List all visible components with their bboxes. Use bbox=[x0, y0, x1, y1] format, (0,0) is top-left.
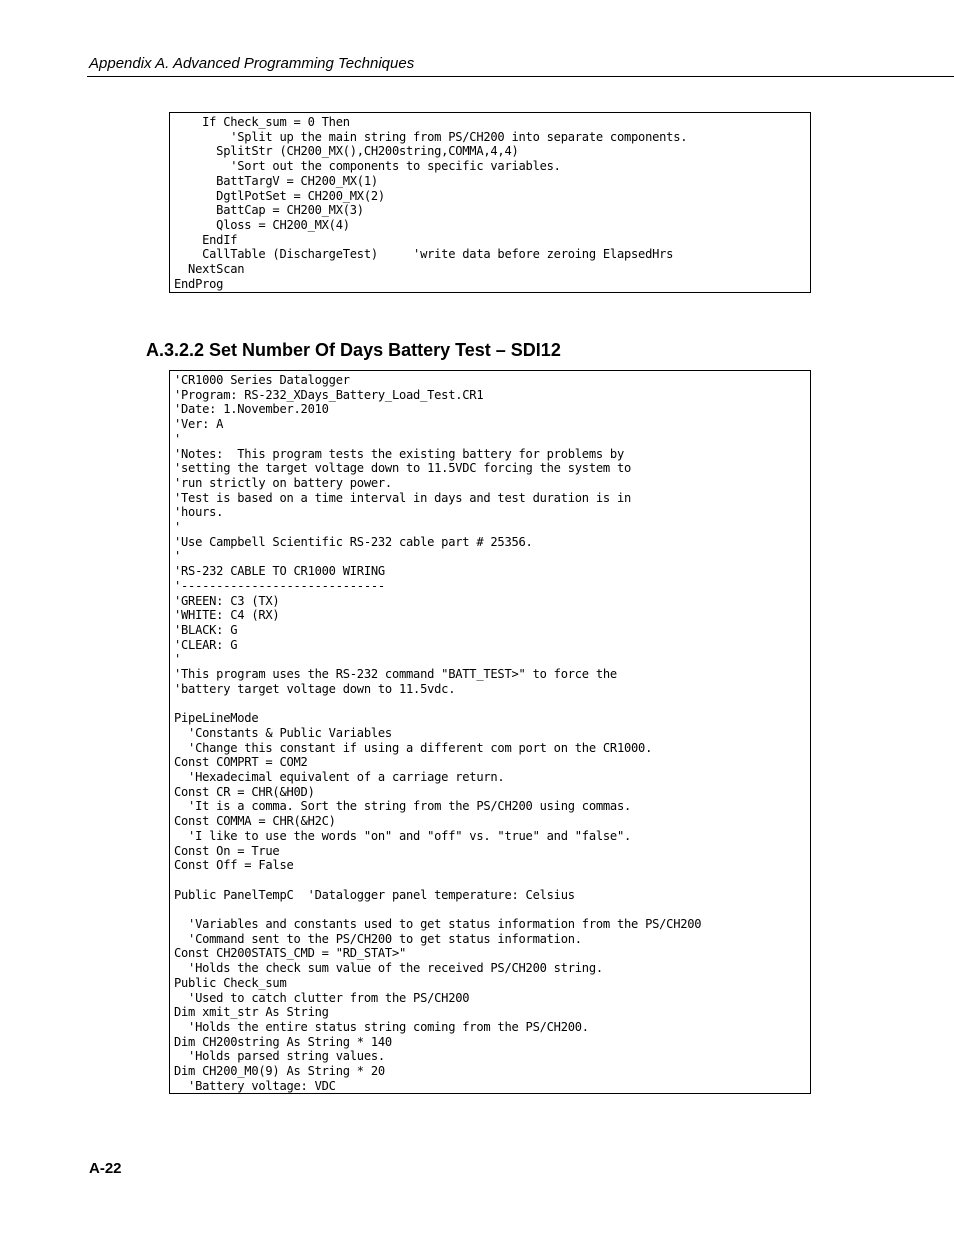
code-block-end-program bbox=[169, 112, 811, 293]
code-text: If Check_sum = 0 Then 'Split up the main string from PS/CH200 into separate components. SplitStr (CH200_MX(),CH200string,COMMA,4,4) 'Sort out the components to specific variables. BattTargV = CH200_MX(1) DgtlPotSet = CH200_MX(2) BattCap = CH200_MX(3) Qloss = CH200_MX(4) EndIf CallTable (DischargeTest) 'write data before zeroing ElapsedHrs NextScan EndProg bbox=[174, 115, 688, 291]
running-header: Appendix A. Advanced Programming Techniques bbox=[89, 55, 415, 72]
code-block-program-listing bbox=[169, 370, 811, 1094]
page-number: A-22 bbox=[89, 1160, 122, 1177]
section-heading: A.3.2.2 Set Number Of Days Battery Test – SDI12 bbox=[146, 340, 561, 360]
header-rule bbox=[87, 76, 954, 77]
code-text: 'CR1000 Series Datalogger 'Program: RS-232_XDays_Battery_Load_Test.CR1 'Date: 1.November.2010 'Ver: A ' 'Notes: This program tests the existing battery for problems by 'setting the target voltage down to 11.5VDC forcing the system to 'run strictly on battery power. 'Test is based on a time interval in days and test duration is in 'hours. ' 'Use Campbell Scientific RS-232 cable part # 25356. ' 'RS-232 CABLE TO CR1000 WIRING '----------------------------- 'GREEN: C3 (TX) 'WHITE: C4 (RX) 'BLACK: G 'CLEAR: G ' 'This program uses the RS-232 command "BATT_TEST>" to force the 'battery target voltage down to 11.5vdc. PipeLineMode 'Constants & Public Variables 'Change this constant if using a different com port on the CR1000. Const COMPRT = COM2 'Hexadecimal equivalent of a carriage return. Const CR = CHR(&H0D) 'It is a comma. Sort the string from the PS/CH200 using commas. Const COMMA = CHR(&H2C) 'I like to use the words "on" and "off" vs. "true" and "false". Const On = True Const Off = False Public PanelTempC 'Datalogger panel temperature: Celsius 'Variables and constants used to get status information from the PS/CH200 'Command sent to the PS/CH200 to get status information. Const CH200STATS_CMD = "RD_STAT>" 'Holds the check sum value of the received PS/CH200 string. Public Check_sum 'Used to catch clutter from the PS/CH200 Dim xmit_str As String 'Holds the entire status string coming from the PS/CH200. Dim CH200string As String * 140 'Holds parsed string values. Dim CH200_M0(9) As String * 20 'Battery voltage: VDC bbox=[174, 373, 702, 1093]
